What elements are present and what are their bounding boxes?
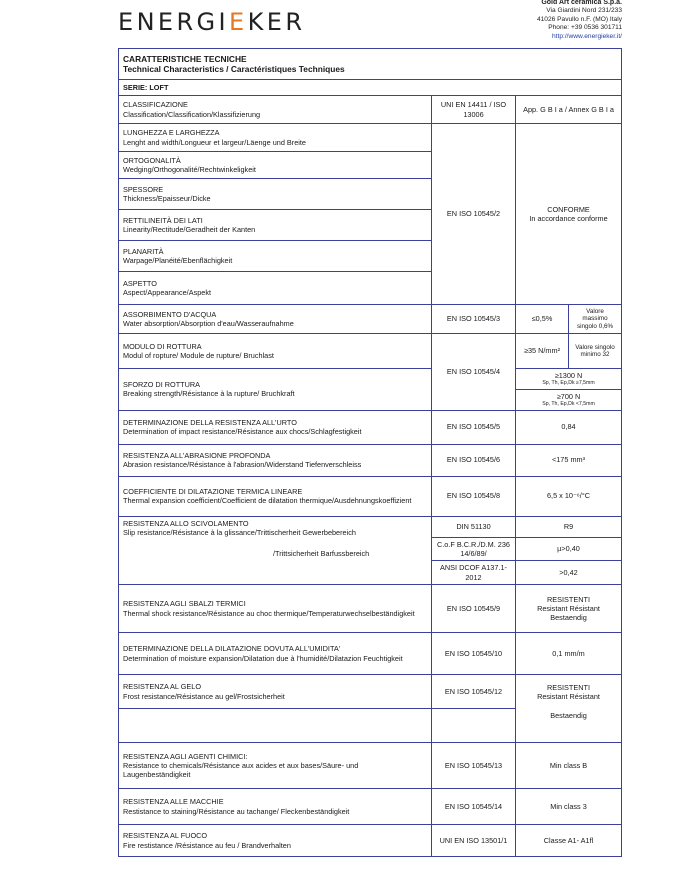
company-website-link[interactable]: http://www.energieker.it/	[552, 32, 622, 40]
empty-cell	[432, 709, 516, 743]
macchie-label: RESISTENZA ALLE MACCHIE Restistance to staining/Résistance au tachange/ Fleckenbeständigkeit	[119, 789, 432, 825]
logo-mark: E	[229, 8, 248, 36]
rettilineita-label: RETTILINEITÀ DEI LATI Linearity/Rectitude/Geradheit der Kanten	[119, 210, 432, 241]
gelo-value: RESISTENTI Resistant Résistant	[516, 675, 622, 709]
sbalzi-label: RESISTENZA AGLI SBALZI TERMICI Thermal shock resistance/Résistance au choc thermique/Temperaturwechselbeständigkeit	[119, 585, 432, 633]
rottura-norm: EN ISO 10545/4	[432, 334, 516, 411]
table-title: CARATTERISTICHE TECNICHE Technical Characteristics / Caractéristiques Techniques	[119, 49, 622, 80]
company-info	[537, 0, 622, 41]
modulo-label: MODULO DI ROTTURA Modul of ropture/ Module de rupture/ Bruchlast	[119, 334, 432, 369]
table-row	[119, 96, 622, 124]
scivolamento-value-din: R9	[516, 516, 622, 537]
lunghezza-label: LUNGHEZZA E LARGHEZZA Lenght and width/Longueur et largeur/Läenge und Breite	[119, 124, 432, 152]
company-name: Gold Art ceramica S.p.a.	[541, 0, 622, 6]
planarita-label: PLANARITÀ Warpage/Planéité/Ebenflächigkeit	[119, 241, 432, 272]
fuoco-label: RESISTENZA AL FUOCO Fire restistance /Résistance au feu / Brandverhalten	[119, 825, 432, 857]
macchie-value: Min class 3	[516, 789, 622, 825]
classificazione-label: CLASSIFICAZIONE Classification/Classification/Klassifizierung	[119, 96, 432, 124]
urto-label: DETERMINAZIONE DELLA RESISTENZA ALL'URTO Determination of impact resistance/Résistance aux chocs/Schlagfestigkeit	[119, 410, 432, 444]
fuoco-value: Classe A1- A1fl	[516, 825, 622, 857]
modulo-note: Valore singolo minimo 32	[569, 334, 622, 369]
abrasione-label: RESISTENZA ALL'ABRASIONE PROFONDA Abrasion resistance/Résistance à l'abrasion/Widerstand Tiefenverschleiss	[119, 444, 432, 476]
modulo-value: ≥35 N/mm²	[516, 334, 569, 369]
gelo-norm: EN ISO 10545/12	[432, 675, 516, 709]
table-row	[119, 825, 622, 857]
energieker-logo: ENERGIEKER	[118, 8, 306, 36]
sbalzi-value: RESISTENTI Resistant Résistant Bestaendig	[516, 585, 622, 633]
sforzo-label: SFORZO DI ROTTURA Breaking strength/Résistance à la rupture/ Bruchkraft	[119, 369, 432, 411]
scivolamento-label: RESISTENZA ALLO SCIVOLAMENTO Slip resistance/Résistance à la glissance/Trittischerheit Gewerbebereich /Trittsicherheit Barfussbereich	[119, 516, 432, 585]
table-row	[119, 305, 622, 334]
scivolamento-norm-ansi: ANSI DCOF A137.1-2012	[432, 561, 516, 585]
table-row	[119, 476, 622, 516]
scivolamento-norm-bcr: C.o.F B.C.R./D.M. 236 14/6/89/	[432, 537, 516, 561]
table-row	[119, 743, 622, 789]
sforzo-value-thick: ≥1300 N Sp, Th, Ep,Dk ≥7,5mm	[516, 369, 622, 390]
table-row	[119, 789, 622, 825]
chimici-norm: EN ISO 10545/13	[432, 743, 516, 789]
classificazione-value: App. G B I a / Annex G B I a	[516, 96, 622, 124]
dimensional-norm: EN ISO 10545/2	[432, 124, 516, 305]
umidita-label: DETERMINAZIONE DELLA DILATAZIONE DOVUTA ALL'UMIDITA' Determination of moisture expansion/Dilatation due à l'humidité/Dilatazion Feuchtigkeit	[119, 633, 432, 675]
table-row	[119, 585, 622, 633]
dimensional-value: CONFORME In accordance conforme	[516, 124, 622, 305]
technical-characteristics-table	[118, 48, 622, 857]
assorbimento-label: ASSORBIMENTO D'ACQUA Water absorption/Absorption d'eau/Wasseraufnahme	[119, 305, 432, 334]
urto-norm: EN ISO 10545/5	[432, 410, 516, 444]
classificazione-norm: UNI EN 14411 / ISO 13006	[432, 96, 516, 124]
macchie-norm: EN ISO 10545/14	[432, 789, 516, 825]
urto-value: 0,84	[516, 410, 622, 444]
scivolamento-norm-din: DIN 51130	[432, 516, 516, 537]
table-row	[119, 675, 622, 709]
table-row	[119, 410, 622, 444]
ortogonalita-label: ORTOGONALITÀ Wedging/Orthogonalité/Rechtwinkeligkeit	[119, 152, 432, 179]
abrasione-norm: EN ISO 10545/6	[432, 444, 516, 476]
company-phone: Phone: +39 0536 301711	[548, 24, 622, 32]
gelo-label: RESISTENZA AL GELO Frost resistance/Résistance au gel/Frostsicherheit	[119, 675, 432, 709]
table-row	[119, 369, 622, 390]
gelo-value-continued: Bestaendig	[516, 709, 622, 743]
umidita-value: 0,1 mm/m	[516, 633, 622, 675]
table-row	[119, 516, 622, 537]
chimici-label: RESISTENZA AGLI AGENTI CHIMICI: Resistance to chemicals/Résistance aux acides et aux bases/Säure- und Laugenbeständigkeit	[119, 743, 432, 789]
serie-label: SERIE: LOFT	[119, 80, 622, 96]
aspetto-label: ASPETTO Aspect/Appearance/Aspekt	[119, 272, 432, 305]
dilatazione-norm: EN ISO 10545/8	[432, 476, 516, 516]
chimici-value: Min class B	[516, 743, 622, 789]
sforzo-value-thin: ≥700 N Sp, Th, Ep,Dk <7,5mm	[516, 389, 622, 410]
umidita-norm: EN ISO 10545/10	[432, 633, 516, 675]
empty-cell	[119, 709, 432, 743]
scivolamento-value-bcr: µ>0,40	[516, 537, 622, 561]
company-address-1: Via Giardini Nord 231/233	[546, 7, 622, 15]
fuoco-norm: UNI EN ISO 13501/1	[432, 825, 516, 857]
table-row	[119, 633, 622, 675]
assorbimento-note: Valore massimo singolo 0,6%	[569, 305, 622, 334]
sbalzi-norm: EN ISO 10545/9	[432, 585, 516, 633]
table-row	[119, 444, 622, 476]
scivolamento-value-ansi: >0,42	[516, 561, 622, 585]
spessore-label: SPESSORE Thickness/Epaisseur/Dicke	[119, 179, 432, 210]
table-row	[119, 124, 622, 152]
assorbimento-norm: EN ISO 10545/3	[432, 305, 516, 334]
dilatazione-label: COEFFICIENTE DI DILATAZIONE TERMICA LINEARE Thermal expansion coefficient/Coefficient de dilatation thermique/Ausdehnungskoeffizient	[119, 476, 432, 516]
abrasione-value: <175 mm³	[516, 444, 622, 476]
dilatazione-value: 6,5 x 10⁻⁶/°C	[516, 476, 622, 516]
company-address-2: 41026 Pavullo n.F. (MO) Italy	[536, 15, 622, 23]
table-row	[119, 334, 622, 369]
table-row	[119, 709, 622, 743]
assorbimento-value: ≤0,5%	[516, 305, 569, 334]
